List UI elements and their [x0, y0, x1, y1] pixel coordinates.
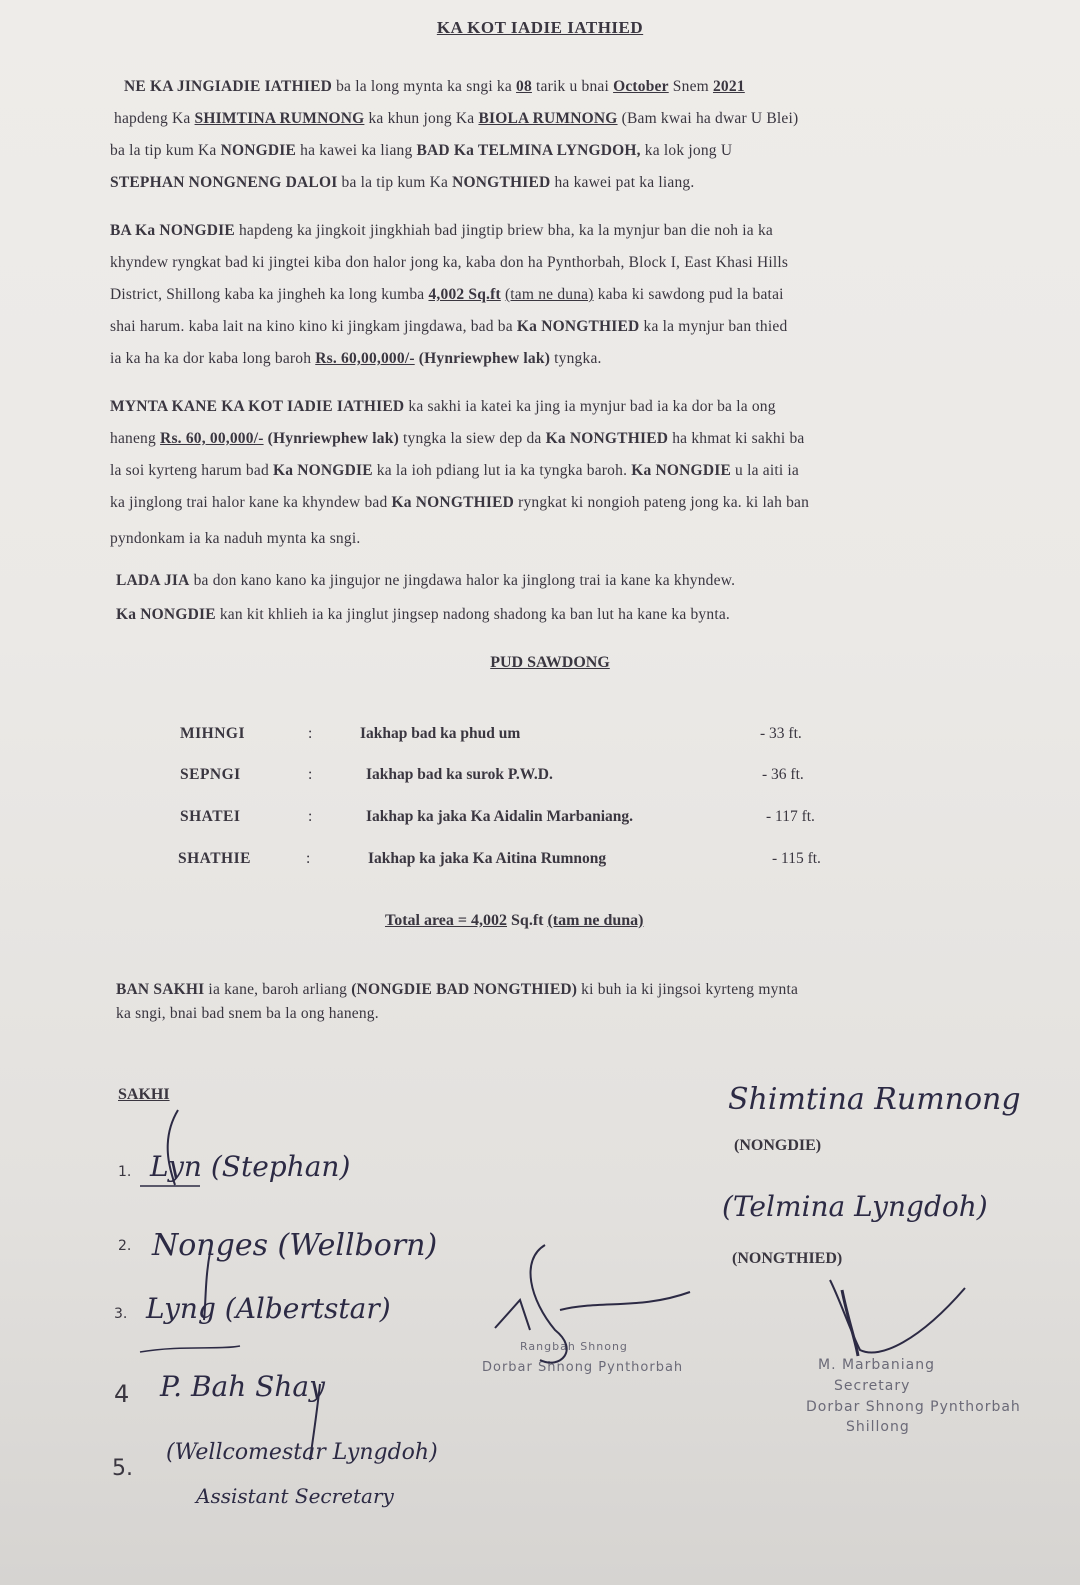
boundaries-heading: PUD SAWDONG [490, 654, 610, 671]
text: Ka NONGDIE [116, 606, 216, 623]
text: ka jinglong trai halor kane ka khyndew bad [110, 494, 392, 511]
witness-number: 4 [114, 1380, 130, 1408]
signature-flourish [168, 1110, 178, 1185]
text: BAN SAKHI [116, 981, 205, 998]
text: Ka NONGTHIED [516, 318, 640, 335]
text: BA Ka NONGDIE [110, 222, 235, 239]
mother-name: BIOLA RUMNONG [478, 110, 618, 127]
text: ryngkat ki nongioh pateng jong ka. ki lah ban [514, 494, 810, 511]
witness-label: SAKHI [118, 1086, 170, 1103]
text: ba don kano kano ka jingujor ne jingdawa halor ka jinglong trai ia kane ka khyndew. [189, 572, 736, 589]
husband-name: STEPHAN NONGNENG DALOI [110, 174, 338, 191]
text: tarik u bnai [531, 78, 614, 95]
text: shai harum. kaba lait na kino kino ki jingkam jingdawa, bad ba [110, 318, 517, 335]
text: ha kawei pat ka liang. [550, 174, 695, 191]
stamp-right-line3: Dorbar Shnong Pynthorbah [806, 1399, 1021, 1415]
buyer-name: BAD Ka TELMINA LYNGDOH, [416, 142, 641, 159]
text: hapdeng Ka [114, 110, 195, 127]
witness-signature: (Wellcomestar Lyngdoh) [166, 1440, 438, 1465]
para3-line5: pyndonkam ia ka naduh mynta ka sngi. [110, 530, 361, 547]
text: u la aiti ia [730, 462, 800, 479]
description: Iakhap bad ka phud um [360, 725, 521, 742]
land-area: 4,002 Sq.ft [428, 286, 501, 303]
text: Ka NONGDIE [631, 462, 731, 479]
text: Sq.ft [507, 912, 548, 929]
measure: - 36 ft. [762, 766, 804, 783]
secretary-signature [830, 1280, 965, 1352]
nongthied-term: NONGTHIED [452, 174, 551, 191]
text: ki buh ia ki jingsoi kyrteng mynta [577, 981, 799, 998]
witness-designation: Assistant Secretary [196, 1484, 394, 1508]
text: tyngka la siew dep da [398, 430, 546, 447]
buyer-label: (NONGTHIED) [732, 1250, 843, 1267]
text: ha kawei ka liang [296, 142, 417, 159]
text: ka la ioh pdiang lut ia ka tyngka baroh. [372, 462, 632, 479]
rangbah-signature [495, 1292, 690, 1330]
witness-number: 1. [118, 1164, 132, 1180]
witness-number: 3. [114, 1306, 128, 1322]
stamp-right-line2: Secretary [834, 1378, 911, 1394]
witness-number: 5. [112, 1456, 133, 1481]
document-title: KA KOT IADIE IATHIED [436, 18, 644, 37]
text: (Bam kwai ha dwar U Blei) [617, 110, 799, 127]
measure: - 33 ft. [760, 725, 802, 742]
text: District, Shillong kaba ka jingheh ka long kumba [110, 286, 429, 303]
witness-number: 2. [118, 1238, 132, 1254]
stamp-left-line1: Rangbah Shnong [520, 1340, 628, 1353]
text: ha khmat ki sakhi ba [668, 430, 805, 447]
deed-name: NE KA JINGIADIE IATHIED [124, 78, 333, 95]
text: ba la tip kum Ka [110, 142, 221, 159]
text: ka la mynjur ban thied [639, 318, 788, 335]
direction: SEPNGI [180, 766, 241, 783]
seller-signature: Shimtina Rumnong [728, 1082, 1021, 1117]
text: ka lok jong U [640, 142, 733, 159]
colon: : [308, 808, 313, 825]
text: (NONGDIE BAD NONGTHIED) [351, 981, 578, 998]
text: Snem [668, 78, 713, 95]
colon: : [308, 725, 313, 742]
direction: SHATEI [180, 808, 241, 825]
direction: SHATHIE [178, 850, 251, 867]
measure: - 117 ft. [766, 808, 815, 825]
witness-signature: Lyn (Stephan) [150, 1150, 351, 1183]
description: Iakhap ka jaka Ka Aitina Rumnong [368, 850, 607, 867]
text: haneng [110, 430, 161, 447]
text: la soi kyrteng harum bad [110, 462, 273, 479]
signature-flourish [140, 1346, 240, 1352]
text: Ka NONGTHIED [545, 430, 669, 447]
text: MYNTA KANE KA KOT IADIE IATHIED [110, 398, 405, 415]
text: ia kane, baroh arliang [204, 981, 352, 998]
witness-signature: Lyng (Albertstar) [146, 1292, 391, 1325]
signature-flourish [204, 1252, 210, 1320]
sale-price: Rs. 60, 00,000/- [160, 430, 264, 447]
measure: - 115 ft. [772, 850, 821, 867]
para5-line2: ka sngi, bnai bad snem ba la ong haneng. [116, 1005, 379, 1022]
text: LADA JIA [116, 572, 190, 589]
text: tyngka. [550, 350, 602, 367]
witness-signature: P. Bah Shay [160, 1370, 325, 1403]
text: ba la long mynta ka sngi ka [332, 78, 517, 95]
text: (tam ne duna) [547, 912, 644, 929]
date-year: 2021 [712, 78, 745, 95]
text: hapdeng ka jingkoit jingkhiah bad jingtip briew bha, ka la mynjur ban die noh ia ka [234, 222, 773, 239]
colon: : [306, 850, 311, 867]
text: ka sakhi ia katei ka jing ia mynjur bad ia ka dor ba la ong [404, 398, 776, 415]
date-month: October [613, 78, 669, 95]
rangbah-signature [531, 1245, 567, 1363]
sale-price: Rs. 60,00,000/- [315, 350, 415, 367]
stamp-left-line2: Dorbar Shnong Pynthorbah [482, 1360, 684, 1375]
direction: MIHNGI [180, 725, 245, 742]
seller-name: SHIMTINA RUMNONG [194, 110, 365, 127]
nongdie-term: NONGDIE [220, 142, 297, 159]
text: (tam ne duna) [504, 286, 594, 303]
text: (Hynriewphew lak) [418, 350, 551, 367]
text: ka khun jong Ka [364, 110, 479, 127]
date-day: 08 [516, 78, 532, 95]
text: (Hynriewphew lak) [267, 430, 399, 447]
buyer-signature: (Telmina Lyngdoh) [722, 1190, 988, 1223]
stamp-right-line1: M. Marbaniang [818, 1357, 935, 1373]
description: Iakhap ka jaka Ka Aidalin Marbaniang. [366, 808, 634, 825]
text: kaba ki sawdong pud la batai [593, 286, 784, 303]
text: Total area = 4,002 [385, 912, 508, 929]
seller-label: (NONGDIE) [734, 1137, 822, 1154]
text: kan kit khlieh ia ka jinglut jingsep nadong shadong ka ban lut ha kane ka bynta. [215, 606, 730, 623]
text: ia ka ha ka dor kaba long baroh [110, 350, 316, 367]
signature-flourish [310, 1384, 320, 1460]
colon: : [308, 766, 313, 783]
text: Ka NONGDIE [272, 462, 373, 479]
description: Iakhap bad ka surok P.W.D. [366, 766, 553, 783]
witness-signature: Nonges (Wellborn) [152, 1228, 438, 1263]
secretary-signature [842, 1290, 858, 1356]
text: Ka NONGTHIED [391, 494, 515, 511]
para2-line2: khyndew ryngkat bad ki jingtei kiba don halor jong ka, kaba don ha Pynthorbah, Block I, East Khasi Hills [110, 254, 789, 271]
stamp-right-line4: Shillong [846, 1419, 910, 1435]
text: ba la tip kum Ka [337, 174, 453, 191]
